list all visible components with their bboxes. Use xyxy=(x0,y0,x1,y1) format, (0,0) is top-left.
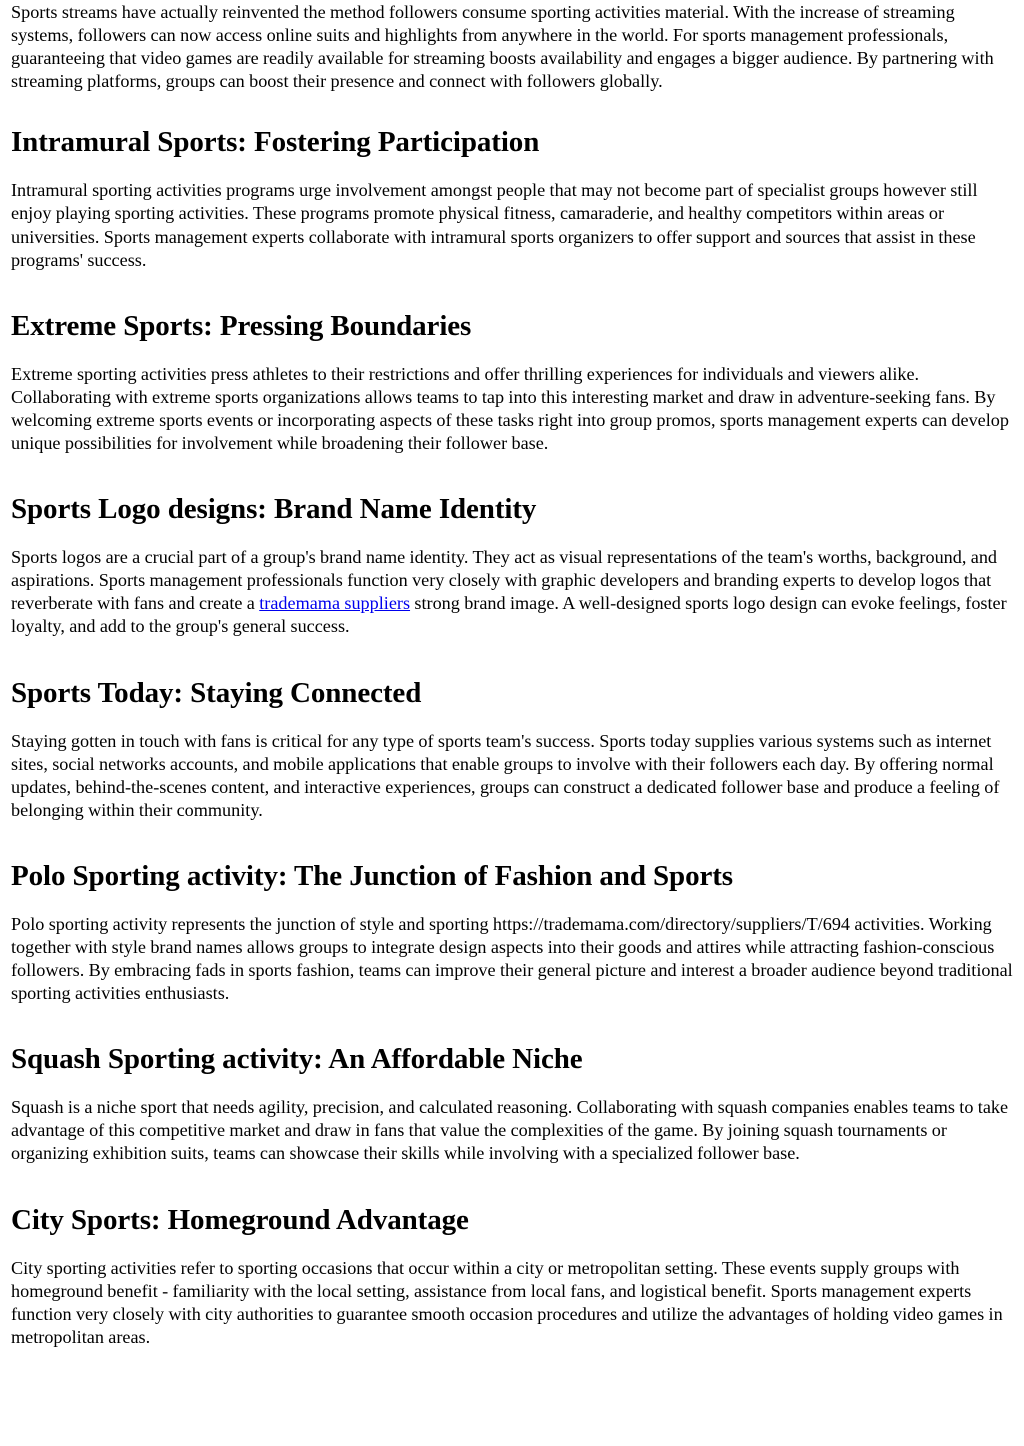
paragraph-text-after-link: strong brand image. A well-designed sports logo design can evoke feelings, foster loyalty, and add to the group's general success. xyxy=(11,593,1007,637)
section-paragraph: Squash is a niche sport that needs agility, precision, and calculated reasoning. Collaborating with squash companies enables teams to take advantage of this competitive market and draw in fans that value the complexities of the game. By joining squash tournaments or organizing exhibition suits, teams can showcase their skills while involving with a specialized follower base. xyxy=(11,1097,1009,1164)
section-paragraph: Intramural sporting activities programs urge involvement amongst people that may not become part of specialist groups however still enjoy playing sporting activities. These programs promote physical fitness, camaraderie, and healthy competitors within areas or universities. Sports management experts collaborate with intramural sports organizers to offer support and sources that assist in these programs' success. xyxy=(11,180,978,270)
section-city-sports xyxy=(11,1166,1015,1349)
section-paragraph: Extreme sporting activities press athletes to their restrictions and offer thrilling experiences for individuals and viewers alike. Collaborating with extreme sports organizations allows teams to tap into this interesting market and draw in adventure-seeking fans. By welcoming extreme sports events or incorporating aspects of these tasks right into group promos, sports management experts can develop unique possibilities for involvement while broadening their follower base. xyxy=(11,363,1009,454)
paragraph-text-before-link: Sports logos are a crucial part of a group's brand name identity. They act as visual representations of the team's worths, background, and aspirations. Sports management professionals function very closely with graphic developers and branding experts to develop logos that reverberate with fans and create a xyxy=(11,547,998,614)
section-squash-sporting-activity xyxy=(11,1005,1015,1165)
trademama-suppliers-link[interactable]: trademama suppliers xyxy=(259,593,411,614)
section-heading: City Sports: Homeground Advantage xyxy=(11,1203,469,1236)
intro-section xyxy=(11,0,1015,93)
section-heading: Sports Logo designs: Brand Name Identity xyxy=(11,493,537,526)
section-heading: Sports Today: Staying Connected xyxy=(11,676,422,709)
section-paragraph: Staying gotten in touch with fans is critical for any type of sports team's success. Sports today supplies various systems such as internet sites, social networks accounts, and mobile applications that enable groups to involve with their followers each day. By offering normal updates, behind-the-scenes content, and interactive experiences, groups can construct a dedicated follower base and produce a feeling of belonging within their community. xyxy=(11,730,1000,820)
section-heading: Polo Sporting activity: The Junction of Fashion and Sports xyxy=(11,859,733,892)
section-paragraph xyxy=(11,546,1015,638)
section-paragraph: City sporting activities refer to sporting occasions that occur within a city or metropolitan setting. These events supply groups with homeground benefit - familiarity with the local setting, assistance from local fans, and logistical benefit. Sports management experts function very closely with city authorities to guarantee smooth occasion procedures and utilize the advantages of holding video games in metropolitan areas. xyxy=(11,1257,1003,1347)
intro-paragraph: Sports streams have actually reinvented the method followers consume sporting activities material. With the increase of streaming systems, followers can now access online suits and highlights from anywhere in the world. For sports management professionals, guaranteeing that video games are readily available for streaming boosts availability and engages a bigger audience. By partnering with streaming platforms, groups can boost their presence and connect with followers globally. xyxy=(11,2,994,92)
section-sports-today xyxy=(11,639,1015,822)
section-extreme-sports xyxy=(11,272,1015,455)
section-heading: Squash Sporting activity: An Affordable Niche xyxy=(11,1043,583,1076)
section-paragraph: Polo sporting activity represents the junction of style and sporting https://trademama.com/directory/suppliers/T/694 activities. Working together with style brand names allows groups to integrate design aspects into their goods and attires while attracting fashion-conscious followers. By embracing fads in sports fashion, teams can improve their general picture and interest a broader audience beyond traditional sporting activities enthusiasts. xyxy=(11,913,1013,1004)
section-polo-sporting-activity xyxy=(11,822,1015,1005)
section-heading: Intramural Sports: Fostering Participation xyxy=(11,126,540,159)
section-sports-logo-designs xyxy=(11,455,1015,638)
section-intramural-sports xyxy=(11,93,1015,271)
section-heading: Extreme Sports: Pressing Boundaries xyxy=(11,309,472,342)
